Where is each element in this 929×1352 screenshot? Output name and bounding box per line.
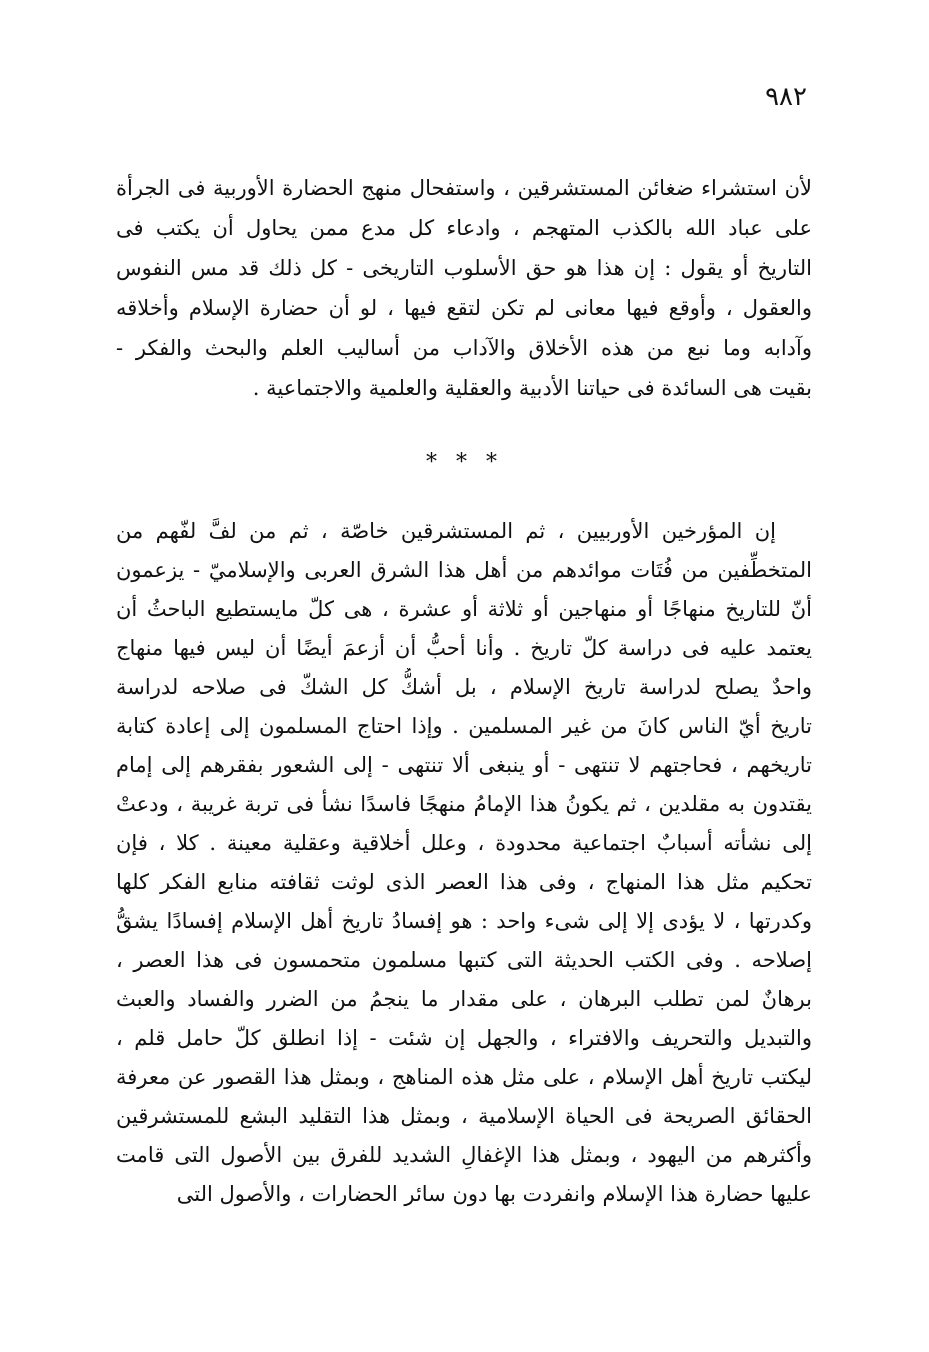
text-line: لأن استشراء ضغائن المستشرقين ، واستفحال منهج الحضارة الأوربية فى الجرأة [116, 176, 812, 200]
text-line: واحدٌ يصلح لدراسة تاريخ الإسلام ، بل أشكُّ كل الشكّ فى صلاحه لدراسة [116, 675, 812, 699]
text-line: والتبديل والتحريف والافتراء ، والجهل إن شئت - إذا انطلق كلّ حامل قلم ، [116, 1026, 812, 1050]
text-line: الحقائق الصريحة فى الحياة الإسلامية ، وبمثل هذا التقليد البشع للمستشرقين [116, 1104, 812, 1128]
text-line: بقيت هى السائدة فى حياتنا الأدبية والعقلية والعلمية والاجتماعية . [252, 376, 812, 400]
text-line: يعتمد عليه فى دراسة كلّ تاريخ . وأنا أحبُّ أن أزعمَ أيضًا أن ليس فيها منهاج [116, 636, 812, 660]
text-line: المتخطِّفين من فُتَات موائدهم من أهل هذا الشرق العربى والإسلاميّ - يزعمون [116, 558, 812, 582]
text-line: عليها حضارة هذا الإسلام وانفردت بها دون سائر الحضارات ، والأصول التى [176, 1182, 812, 1206]
text-line: وآدابه وما نبع من هذه الأخلاق والآداب من أساليب العلم والبحث والفكر - [116, 336, 812, 360]
paragraph-2 [116, 512, 812, 1214]
text-line: وأكثرهم من اليهود ، وبمثل هذا الإغفالِ الشديد للفرق بين الأصول التى قامت [116, 1143, 812, 1167]
text-line: برهانٌ لمن تطلب البرهان ، على مقدار ما ينجمُ من الضرر والفساد والعبث [116, 987, 812, 1011]
text-line: تحكيم مثل هذا المنهاج ، وفى هذا العصر الذى لوثت ثقافته منابع الفكر كلها [116, 870, 812, 894]
text-line: أنّ للتاريخ منهاجًا أو منهاجين أو ثلاثة أو عشرة ، هى كلّ مايستطيع الباحثُ أن [116, 597, 812, 621]
text-line: تاريخ أيّ الناس كانَ من غير المسلمين . وإذا احتاج المسلمون إلى إعادة كتابة [116, 714, 812, 738]
paragraph-1 [116, 168, 812, 408]
page-number: ٩٨٢ [765, 82, 807, 112]
text-line: تاريخهم ، فحاجتهم لا تنتهى - أو ينبغى ألا تنتهى - إلى الشعور بفقرهم إلى إمام [116, 753, 812, 777]
text-line: وكدرتها ، لا يؤدى إلا إلى شىء واحد : هو إفسادُ تاريخ أهل الإسلام إفسادًا يشقُّ [116, 909, 812, 933]
text-line: إن المؤرخين الأوربيين ، ثم المستشرقين خاصّة ، ثم من لفَّ لفّهم من [116, 519, 776, 543]
text-line: والعقول ، وأوقع فيها معانى لم تكن لتقع فيها ، لو أن حضارة الإسلام وأخلاقه [116, 296, 812, 320]
text-line: يقتدون به مقلدين ، ثم يكونُ هذا الإمامُ منهجًا فاسدًا نشأ فى تربة غريبة ، ودعتْ [116, 792, 812, 816]
text-line: على عباد الله بالكذب المتهجم ، وادعاء كل مدع ممن يحاول أن يكتب فى [116, 216, 812, 240]
text-line: ليكتب تاريخ أهل الإسلام ، على مثل هذه المناهج ، وبمثل هذا القصور عن معرفة [116, 1065, 812, 1089]
text-line: التاريخ أو يقول : إن هذا هو حق الأسلوب التاريخى - كل ذلك قد مس النفوس [116, 256, 812, 280]
section-separator: * * * [426, 450, 503, 475]
text-line: إلى نشأته أسبابٌ اجتماعية محدودة ، وعلل أخلاقية وعقلية معينة . كلا ، فإن [116, 831, 812, 855]
text-line: إصلاحه . وفى الكتب الحديثة التى كتبها مسلمون متحمسون فى هذا العصر ، [116, 948, 812, 972]
